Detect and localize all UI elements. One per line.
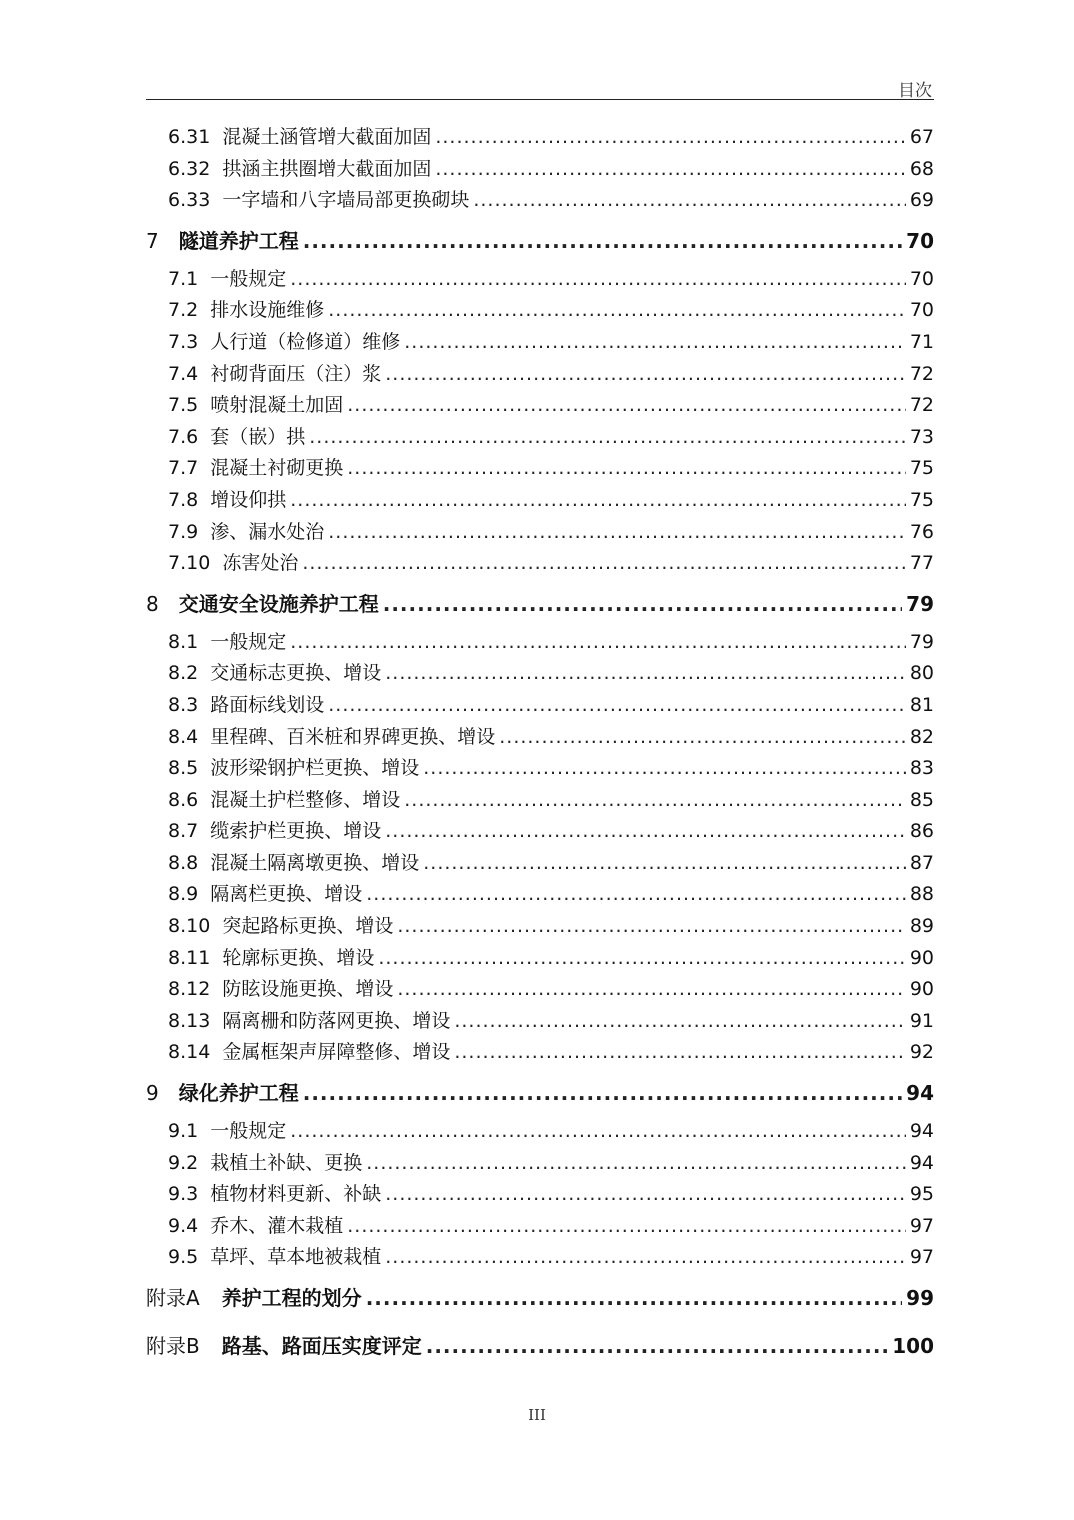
dot-leader <box>385 658 906 690</box>
toc-entry-sub[interactable] <box>146 753 934 785</box>
toc-entry-sub[interactable] <box>146 1006 934 1038</box>
dot-leader <box>404 785 906 817</box>
toc-entry-title: 里程碑、百米桩和界碑更换、增设 <box>210 725 496 748</box>
toc-entry-page: 90 <box>909 946 934 969</box>
dot-leader <box>435 122 905 154</box>
toc-entry-number: 8.1 <box>168 630 199 653</box>
toc-entry-number: 6.33 <box>168 189 211 212</box>
toc-entry-chapter[interactable] <box>146 1072 934 1114</box>
toc-entry-title: 轮廓标更换、增设 <box>222 946 375 969</box>
dot-leader <box>290 485 906 517</box>
toc-entry-number: 8.10 <box>168 915 211 938</box>
toc-entry-sub[interactable] <box>146 422 934 454</box>
toc-entry-title: 一般规定 <box>210 267 287 290</box>
dot-leader <box>309 422 906 454</box>
toc-entry-sub[interactable] <box>146 1116 934 1148</box>
toc-entry-number: 7.3 <box>168 330 199 353</box>
dot-leader <box>385 359 906 391</box>
toc-entry-number: 7 <box>146 228 159 253</box>
toc-entry-sub[interactable] <box>146 517 934 549</box>
toc-entry-number: 6.31 <box>168 126 211 148</box>
toc-entry-page: 95 <box>909 1183 934 1206</box>
toc-entry-sub[interactable] <box>146 785 934 817</box>
toc-entry-page: 87 <box>909 851 934 874</box>
toc-entry-sub[interactable] <box>146 327 934 359</box>
toc-entry-number: 7.5 <box>168 394 199 417</box>
toc-entry-number: 8.13 <box>168 1009 211 1032</box>
header-divider <box>146 99 934 100</box>
running-header: 目次 <box>898 81 932 101</box>
toc-entry-page: 85 <box>909 788 934 811</box>
toc-entry-title: 交通安全设施养护工程 <box>178 591 379 616</box>
toc-entry-sub[interactable] <box>146 1179 934 1211</box>
toc-entry-page: 89 <box>909 915 934 938</box>
toc-entry-chapter[interactable] <box>146 220 934 262</box>
dot-leader <box>302 548 905 580</box>
toc-entry-title: 冻害处治 <box>222 552 299 575</box>
dot-leader <box>303 1072 902 1114</box>
toc-entry-number: 7.6 <box>168 425 199 448</box>
toc-entry-sub[interactable] <box>146 1242 934 1274</box>
toc-entry-sub[interactable] <box>146 295 934 327</box>
toc-entry-page: 68 <box>909 157 934 180</box>
toc-entry-number: 8.11 <box>168 946 211 969</box>
toc-entry-title: 一般规定 <box>210 630 287 653</box>
toc-entry-number: 9.1 <box>168 1120 199 1143</box>
toc-entry-title: 隔离栅和防落网更换、增设 <box>222 1009 451 1032</box>
toc-entry-number: 9 <box>146 1081 159 1106</box>
page-number: III <box>528 1406 546 1424</box>
toc-entry-sub[interactable] <box>146 154 934 186</box>
toc-entry-sub[interactable] <box>146 1148 934 1180</box>
toc-entry-title: 混凝土护栏整修、增设 <box>210 788 401 811</box>
toc-entry-number: 8.3 <box>168 693 199 716</box>
toc-entry-page: 70 <box>909 267 934 290</box>
toc-entry-page: 75 <box>909 488 934 511</box>
toc-entry-number: 8.5 <box>168 757 199 780</box>
toc-entry-page: 76 <box>909 520 934 543</box>
toc-entry-number: 8.12 <box>168 978 211 1001</box>
toc-entry-appendix[interactable] <box>146 1274 934 1322</box>
toc-entry-number: 6.32 <box>168 157 211 180</box>
dot-leader <box>383 583 902 625</box>
toc-entry-sub[interactable] <box>146 264 934 296</box>
toc-entry-sub[interactable] <box>146 548 934 580</box>
toc-entry-number: 8.7 <box>168 820 199 843</box>
toc-entry-title: 一般规定 <box>210 1120 287 1143</box>
dot-leader <box>499 722 906 754</box>
toc-entry-title: 一字墙和八字墙局部更换砌块 <box>222 189 470 212</box>
dot-leader <box>290 264 906 296</box>
toc-entry-title: 草坪、草本地被栽植 <box>210 1246 382 1269</box>
toc-entry-page: 72 <box>909 362 934 385</box>
toc-entry-page: 100 <box>892 1334 934 1358</box>
toc-entry-page: 88 <box>909 883 934 906</box>
toc-entry-number: 9.5 <box>168 1246 199 1269</box>
toc-entry-number: 7.8 <box>168 488 199 511</box>
toc-entry-title: 路面标线划设 <box>210 693 325 716</box>
dot-leader <box>423 848 906 880</box>
toc-entry-sub[interactable] <box>146 453 934 485</box>
dot-leader <box>366 879 906 911</box>
dot-leader <box>303 220 902 262</box>
toc-entry-page: 75 <box>909 457 934 480</box>
toc-entry-title: 混凝土涵管增大截面加固 <box>222 126 432 148</box>
toc-entry-number: 9.3 <box>168 1183 199 1206</box>
toc-entry-number: 8.9 <box>168 883 199 906</box>
dot-leader <box>328 517 906 549</box>
toc-entry-number: 8.2 <box>168 662 199 685</box>
toc-entry-chapter[interactable] <box>146 583 934 625</box>
toc-entry-page: 70 <box>909 299 934 322</box>
toc-entry-sub[interactable] <box>146 390 934 422</box>
toc-entry-title: 渗、漏水处治 <box>210 520 325 543</box>
toc-entry-title: 绿化养护工程 <box>178 1081 299 1106</box>
toc-entry-number: 7.9 <box>168 520 199 543</box>
toc-entry-page: 82 <box>909 725 934 748</box>
toc-entry-sub[interactable] <box>146 1211 934 1243</box>
toc-entry-number: 7.10 <box>168 552 211 575</box>
toc-entry-number: 8 <box>146 591 159 616</box>
toc-entry-title: 隔离栏更换、增设 <box>210 883 363 906</box>
toc-entry-page: 81 <box>909 693 934 716</box>
toc-entry-page: 77 <box>909 552 934 575</box>
toc-entry-sub[interactable] <box>146 359 934 391</box>
toc-entry-sub[interactable] <box>146 658 934 690</box>
dot-leader <box>385 1242 906 1274</box>
dot-leader <box>385 816 906 848</box>
toc-entry-page: 97 <box>909 1246 934 1269</box>
toc-entry-number: 8.4 <box>168 725 199 748</box>
toc-entry-title: 乔木、灌木栽植 <box>210 1214 344 1237</box>
toc-entry-title: 排水设施维修 <box>210 299 325 322</box>
table-of-contents <box>146 122 934 1370</box>
toc-entry-title: 人行道（检修道）维修 <box>210 330 401 353</box>
toc-entry-page: 79 <box>909 630 934 653</box>
toc-entry-sub[interactable] <box>146 943 934 975</box>
dot-leader <box>426 1322 889 1370</box>
dot-leader <box>435 154 905 186</box>
toc-entry-page: 86 <box>909 820 934 843</box>
toc-entry-page: 99 <box>906 1286 934 1310</box>
dot-leader <box>366 1148 906 1180</box>
toc-entry-title: 喷射混凝土加固 <box>210 394 344 417</box>
toc-entry-number: 8.6 <box>168 788 199 811</box>
dot-leader <box>423 753 906 785</box>
toc-entry-number: 7.2 <box>168 299 199 322</box>
toc-entry-page: 91 <box>909 1009 934 1032</box>
toc-entry-title: 突起路标更换、增设 <box>222 915 394 938</box>
toc-entry-title: 交通标志更换、增设 <box>210 662 382 685</box>
toc-entry-page: 94 <box>909 1120 934 1143</box>
toc-entry-title: 衬砌背面压（注）浆 <box>210 362 382 385</box>
toc-entry-sub[interactable] <box>146 485 934 517</box>
toc-entry-title: 增设仰拱 <box>210 488 287 511</box>
toc-entry-sub[interactable] <box>146 627 934 659</box>
toc-entry-sub[interactable] <box>146 722 934 754</box>
dot-leader <box>454 1037 905 1069</box>
toc-entry-page: 70 <box>906 228 934 253</box>
dot-leader <box>347 453 906 485</box>
dot-leader <box>290 1116 906 1148</box>
toc-entry-page: 67 <box>909 126 934 148</box>
toc-entry-number: 7.1 <box>168 267 199 290</box>
toc-entry-page: 80 <box>909 662 934 685</box>
dot-leader <box>378 943 905 975</box>
toc-entry-title: 隧道养护工程 <box>178 228 299 253</box>
dot-leader <box>397 911 905 943</box>
dot-leader <box>473 185 905 217</box>
dot-leader <box>385 1179 906 1211</box>
toc-entry-sub[interactable] <box>146 974 934 1006</box>
toc-entry-number: 附录B <box>146 1334 200 1358</box>
dot-leader <box>404 327 906 359</box>
toc-entry-page: 94 <box>909 1151 934 1174</box>
dot-leader <box>328 295 906 327</box>
toc-entry-page: 69 <box>909 189 934 212</box>
toc-entry-sub[interactable] <box>146 848 934 880</box>
dot-leader <box>347 390 906 422</box>
toc-entry-page: 92 <box>909 1041 934 1064</box>
toc-entry-title: 混凝土隔离墩更换、增设 <box>210 851 420 874</box>
dot-leader <box>328 690 906 722</box>
toc-entry-appendix[interactable] <box>146 1322 934 1370</box>
dot-leader <box>290 627 906 659</box>
toc-entry-number: 附录A <box>146 1286 200 1310</box>
toc-entry-title: 防眩设施更换、增设 <box>222 978 394 1001</box>
toc-entry-sub[interactable] <box>146 911 934 943</box>
toc-entry-page: 72 <box>909 394 934 417</box>
toc-entry-title: 栽植土补缺、更换 <box>210 1151 363 1174</box>
dot-leader <box>347 1211 906 1243</box>
toc-entry-title: 混凝土衬砌更换 <box>210 457 344 480</box>
toc-entry-sub[interactable] <box>146 122 934 154</box>
toc-entry-title: 缆索护栏更换、增设 <box>210 820 382 843</box>
toc-entry-sub[interactable] <box>146 185 934 217</box>
dot-leader <box>454 1006 905 1038</box>
toc-entry-number: 9.2 <box>168 1151 199 1174</box>
toc-entry-sub[interactable] <box>146 816 934 848</box>
toc-entry-title: 波形梁钢护栏更换、增设 <box>210 757 420 780</box>
toc-entry-number: 7.7 <box>168 457 199 480</box>
toc-entry-title: 套（嵌）拱 <box>210 425 306 448</box>
toc-entry-page: 83 <box>909 757 934 780</box>
toc-entry-number: 8.8 <box>168 851 199 874</box>
toc-entry-page: 90 <box>909 978 934 1001</box>
toc-entry-title: 拱涵主拱圈增大截面加固 <box>222 157 432 180</box>
toc-entry-sub[interactable] <box>146 690 934 722</box>
toc-entry-page: 97 <box>909 1214 934 1237</box>
toc-entry-page: 71 <box>909 330 934 353</box>
dot-leader <box>366 1274 902 1322</box>
toc-entry-title: 养护工程的划分 <box>221 1286 362 1310</box>
toc-entry-page: 79 <box>906 591 934 616</box>
toc-entry-number: 7.4 <box>168 362 199 385</box>
toc-entry-page: 94 <box>906 1081 934 1106</box>
toc-entry-title: 金属框架声屏障整修、增设 <box>222 1041 451 1064</box>
dot-leader <box>397 974 905 1006</box>
toc-entry-sub[interactable] <box>146 1037 934 1069</box>
toc-entry-sub[interactable] <box>146 879 934 911</box>
toc-entry-title: 植物材料更新、补缺 <box>210 1183 382 1206</box>
toc-entry-title: 路基、路面压实度评定 <box>221 1334 422 1358</box>
toc-entry-number: 8.14 <box>168 1041 211 1064</box>
toc-entry-page: 73 <box>909 425 934 448</box>
toc-entry-number: 9.4 <box>168 1214 199 1237</box>
